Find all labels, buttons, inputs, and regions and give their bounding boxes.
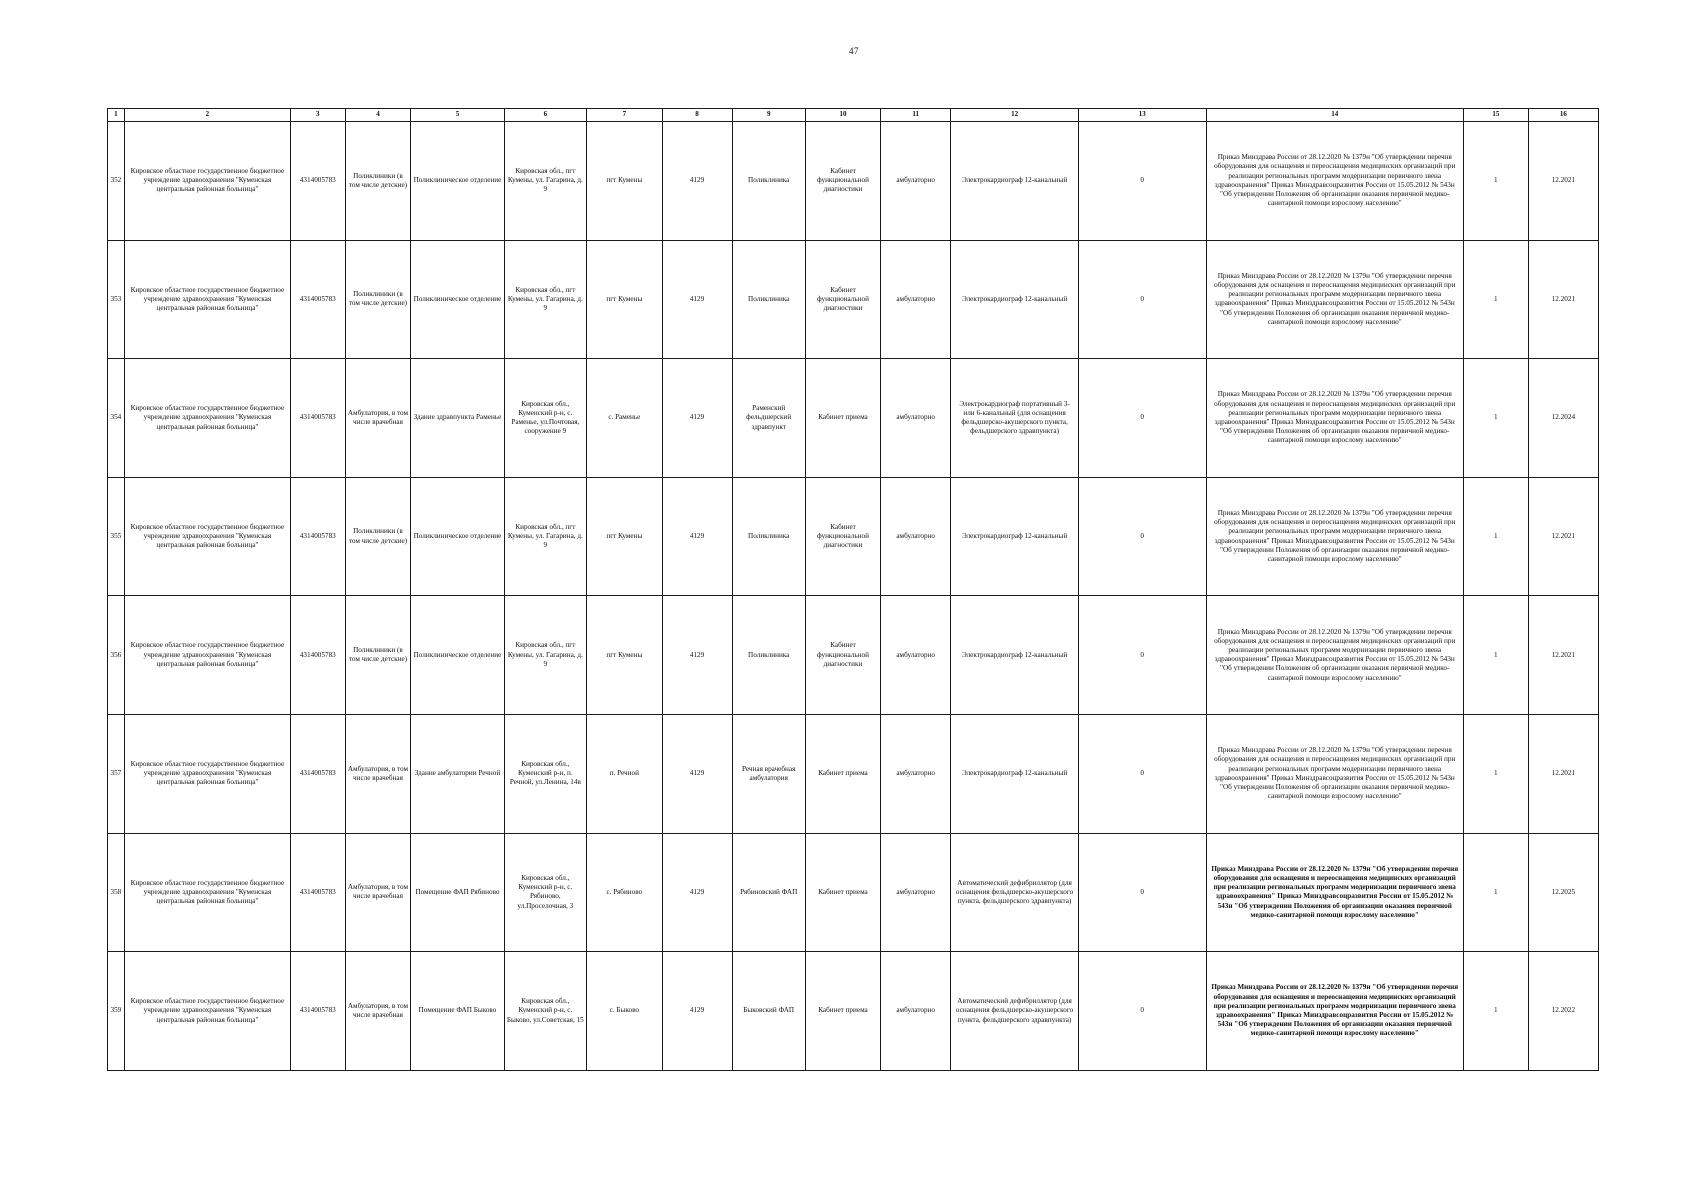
column-number-8: 8 [662, 109, 732, 122]
facility-cell: Раменский фельдшерский здравпункт [732, 359, 805, 478]
column-number-4: 4 [345, 109, 411, 122]
column-number-14: 14 [1206, 109, 1463, 122]
quantity-required-cell: 1 [1463, 359, 1528, 478]
address-cell: Кировская обл., пгт Кумены, ул. Гагарина, д. 9 [504, 596, 587, 715]
room-cell: Кабинет приема [805, 714, 880, 833]
legal-basis-cell: Приказ Минздрава России от 28.12.2020 № 1379н "Об утверждении перечня оборудования для оснащения и переоснащения медицинских организаций при реализации региональных программ модернизации первичного звена здравоохранения" Приказ Минздравсоцразвития России от 15.05.2012 № 543н "Об утверждении Положения об организации оказания первичной медико-санитарной помощи взрослому населению" [1206, 240, 1463, 359]
room-cell: Кабинет функциональной диагностики [805, 240, 880, 359]
care-mode-cell: амбулаторно [881, 714, 951, 833]
quantity-required-cell: 1 [1463, 477, 1528, 596]
unit-cell: Помещение ФАП Рябиново [411, 833, 504, 952]
table-row [108, 122, 1599, 241]
room-cell: Кабинет приема [805, 833, 880, 952]
delivery-date-cell: 12.2022 [1528, 952, 1598, 1071]
quantity-required-cell: 1 [1463, 122, 1528, 241]
facility-type-cell: Поликлиники (в том числе детские) [345, 596, 411, 715]
table-row [108, 477, 1599, 596]
quantity-required-cell: 1 [1463, 714, 1528, 833]
facility-type-cell: Амбулатория, в том числе врачебная [345, 714, 411, 833]
facility-cell: Поликлиника [732, 596, 805, 715]
care-mode-cell: амбулаторно [881, 833, 951, 952]
care-mode-cell: амбулаторно [881, 596, 951, 715]
table-body [108, 122, 1599, 1071]
column-number-15: 15 [1463, 109, 1528, 122]
equipment-cell: Электрокардиограф портативный 3- или 6-канальный (для оснащения фельдшерско-акушерского пункта, фельдшерского здравпункта) [951, 359, 1079, 478]
address-cell: Кировская обл., Куменский р-н, с. Рябиново, ул.Проселочная, 3 [504, 833, 587, 952]
legal-basis-cell: Приказ Минздрава России от 28.12.2020 № 1379н "Об утверждении перечня оборудования для оснащения и переоснащения медицинских организаций при реализации региональных программ модернизации первичного звена здравоохранения" Приказ Минздравсоцразвития России от 15.05.2012 № 543н "Об утверждении Положения об организации оказания первичной медико-санитарной помощи взрослому населению" [1206, 122, 1463, 241]
table-row [108, 714, 1599, 833]
table-row [108, 952, 1599, 1071]
locality-cell: пгт Кумены [587, 240, 662, 359]
table-row [108, 240, 1599, 359]
table-row [108, 359, 1599, 478]
row-number-cell: 357 [108, 714, 125, 833]
address-cell: Кировская обл., пгт Кумены, ул. Гагарина, д. 9 [504, 122, 587, 241]
room-cell: Кабинет функциональной диагностики [805, 596, 880, 715]
code-cell: 4129 [662, 833, 732, 952]
legal-basis-cell: Приказ Минздрава России от 28.12.2020 № 1379н "Об утверждении перечня оборудования для оснащения и переоснащения медицинских организаций при реализации региональных программ модернизации первичного звена здравоохранения" Приказ Минздравсоцразвития России от 15.05.2012 № 543н "Об утверждении Положения об организации оказания первичной медико-санитарной помощи взрослому населению" [1206, 952, 1463, 1071]
equipment-cell: Электрокардиограф 12-канальный [951, 714, 1079, 833]
row-number-cell: 355 [108, 477, 125, 596]
facility-type-cell: Поликлиники (в том числе детские) [345, 477, 411, 596]
facility-type-cell: Амбулатория, в том числе врачебная [345, 359, 411, 478]
facility-type-cell: Амбулатория, в том числе врачебная [345, 952, 411, 1071]
column-number-1: 1 [108, 109, 125, 122]
inn-cell: 4314005783 [291, 952, 345, 1071]
unit-cell: Помещение ФАП Быково [411, 952, 504, 1071]
quantity-available-cell: 0 [1078, 359, 1206, 478]
organization-cell: Кировское областное государственное бюджетное учреждение здравоохранения "Куменская центральная районная больница" [124, 952, 290, 1071]
table-row [108, 833, 1599, 952]
column-number-12: 12 [951, 109, 1079, 122]
column-number-2: 2 [124, 109, 290, 122]
inn-cell: 4314005783 [291, 477, 345, 596]
legal-basis-cell: Приказ Минздрава России от 28.12.2020 № 1379н "Об утверждении перечня оборудования для оснащения и переоснащения медицинских организаций при реализации региональных программ модернизации первичного звена здравоохранения" Приказ Минздравсоцразвития России от 15.05.2012 № 543н "Об утверждении Положения об организации оказания первичной медико-санитарной помощи взрослому населению" [1206, 477, 1463, 596]
unit-cell: Здание здравпункта Раменье [411, 359, 504, 478]
facility-type-cell: Поликлиники (в том числе детские) [345, 240, 411, 359]
column-number-5: 5 [411, 109, 504, 122]
column-number-9: 9 [732, 109, 805, 122]
delivery-date-cell: 12.2021 [1528, 240, 1598, 359]
locality-cell: пгт Кумены [587, 477, 662, 596]
quantity-available-cell: 0 [1078, 833, 1206, 952]
organization-cell: Кировское областное государственное бюджетное учреждение здравоохранения "Куменская центральная районная больница" [124, 596, 290, 715]
equipment-cell: Автоматический дефибриллятор (для оснащения фельдшерско-акушерского пункта, фельдшерского здравпункта) [951, 833, 1079, 952]
locality-cell: пгт Кумены [587, 596, 662, 715]
column-number-6: 6 [504, 109, 587, 122]
equipment-cell: Электрокардиограф 12-канальный [951, 596, 1079, 715]
address-cell: Кировская обл., Куменский р-н, с. Раменье, ул.Почтовая, сооружение 9 [504, 359, 587, 478]
facility-type-cell: Поликлиники (в том числе детские) [345, 122, 411, 241]
facility-cell: Поликлиника [732, 240, 805, 359]
code-cell: 4129 [662, 714, 732, 833]
row-number-cell: 352 [108, 122, 125, 241]
facility-cell: Поликлиника [732, 122, 805, 241]
quantity-required-cell: 1 [1463, 833, 1528, 952]
legal-basis-cell: Приказ Минздрава России от 28.12.2020 № 1379н "Об утверждении перечня оборудования для оснащения и переоснащения медицинских организаций при реализации региональных программ модернизации первичного звена здравоохранения" Приказ Минздравсоцразвития России от 15.05.2012 № 543н "Об утверждении Положения об организации оказания первичной медико-санитарной помощи взрослому населению" [1206, 714, 1463, 833]
code-cell: 4129 [662, 359, 732, 478]
organization-cell: Кировское областное государственное бюджетное учреждение здравоохранения "Куменская центральная районная больница" [124, 359, 290, 478]
legal-basis-cell: Приказ Минздрава России от 28.12.2020 № 1379н "Об утверждении перечня оборудования для оснащения и переоснащения медицинских организаций при реализации региональных программ модернизации первичного звена здравоохранения" Приказ Минздравсоцразвития России от 15.05.2012 № 543н "Об утверждении Положения об организации оказания первичной медико-санитарной помощи взрослому населению" [1206, 833, 1463, 952]
room-cell: Кабинет функциональной диагностики [805, 122, 880, 241]
organization-cell: Кировское областное государственное бюджетное учреждение здравоохранения "Куменская центральная районная больница" [124, 240, 290, 359]
quantity-available-cell: 0 [1078, 714, 1206, 833]
legal-basis-cell: Приказ Минздрава России от 28.12.2020 № 1379н "Об утверждении перечня оборудования для оснащения и переоснащения медицинских организаций при реализации региональных программ модернизации первичного звена здравоохранения" Приказ Минздравсоцразвития России от 15.05.2012 № 543н "Об утверждении Положения об организации оказания первичной медико-санитарной помощи взрослому населению" [1206, 359, 1463, 478]
facility-cell: Поликлиника [732, 477, 805, 596]
care-mode-cell: амбулаторно [881, 477, 951, 596]
code-cell: 4129 [662, 596, 732, 715]
column-number-7: 7 [587, 109, 662, 122]
equipment-cell: Электрокардиограф 12-канальный [951, 240, 1079, 359]
code-cell: 4129 [662, 952, 732, 1071]
row-number-cell: 353 [108, 240, 125, 359]
delivery-date-cell: 12.2025 [1528, 833, 1598, 952]
address-cell: Кировская обл., пгт Кумены, ул. Гагарина, д. 9 [504, 240, 587, 359]
address-cell: Кировская обл., пгт Кумены, ул. Гагарина, д. 9 [504, 477, 587, 596]
facility-type-cell: Амбулатория, в том числе врачебная [345, 833, 411, 952]
locality-cell: п. Речной [587, 714, 662, 833]
equipment-cell: Электрокардиограф 12-канальный [951, 122, 1079, 241]
delivery-date-cell: 12.2021 [1528, 122, 1598, 241]
quantity-available-cell: 0 [1078, 122, 1206, 241]
organization-cell: Кировское областное государственное бюджетное учреждение здравоохранения "Куменская центральная районная больница" [124, 714, 290, 833]
delivery-date-cell: 12.2021 [1528, 477, 1598, 596]
column-number-3: 3 [291, 109, 345, 122]
equipment-cell: Электрокардиограф 12-канальный [951, 477, 1079, 596]
delivery-date-cell: 12.2024 [1528, 359, 1598, 478]
locality-cell: с. Раменье [587, 359, 662, 478]
quantity-required-cell: 1 [1463, 596, 1528, 715]
inn-cell: 4314005783 [291, 359, 345, 478]
column-number-10: 10 [805, 109, 880, 122]
organization-cell: Кировское областное государственное бюджетное учреждение здравоохранения "Куменская центральная районная больница" [124, 833, 290, 952]
quantity-required-cell: 1 [1463, 952, 1528, 1071]
inn-cell: 4314005783 [291, 714, 345, 833]
locality-cell: с. Быково [587, 952, 662, 1071]
legal-basis-cell: Приказ Минздрава России от 28.12.2020 № 1379н "Об утверждении перечня оборудования для оснащения и переоснащения медицинских организаций при реализации региональных программ модернизации первичного звена здравоохранения" Приказ Минздравсоцразвития России от 15.05.2012 № 543н "Об утверждении Положения об организации оказания первичной медико-санитарной помощи взрослому населению" [1206, 596, 1463, 715]
quantity-available-cell: 0 [1078, 240, 1206, 359]
row-number-cell: 356 [108, 596, 125, 715]
page-number: 47 [849, 46, 859, 56]
column-number-11: 11 [881, 109, 951, 122]
care-mode-cell: амбулаторно [881, 240, 951, 359]
unit-cell: Поликлиническое отделение [411, 240, 504, 359]
quantity-required-cell: 1 [1463, 240, 1528, 359]
equipment-registry-table [107, 108, 1599, 1071]
facility-cell: Речная врачебная амбулатория [732, 714, 805, 833]
row-number-cell: 354 [108, 359, 125, 478]
organization-cell: Кировское областное государственное бюджетное учреждение здравоохранения "Куменская центральная районная больница" [124, 477, 290, 596]
quantity-available-cell: 0 [1078, 596, 1206, 715]
care-mode-cell: амбулаторно [881, 952, 951, 1071]
locality-cell: пгт Кумены [587, 122, 662, 241]
quantity-available-cell: 0 [1078, 952, 1206, 1071]
delivery-date-cell: 12.2021 [1528, 596, 1598, 715]
facility-cell: Быковский ФАП [732, 952, 805, 1071]
inn-cell: 4314005783 [291, 240, 345, 359]
unit-cell: Поликлиническое отделение [411, 477, 504, 596]
unit-cell: Поликлиническое отделение [411, 596, 504, 715]
quantity-available-cell: 0 [1078, 477, 1206, 596]
column-number-13: 13 [1078, 109, 1206, 122]
row-number-cell: 359 [108, 952, 125, 1071]
care-mode-cell: амбулаторно [881, 122, 951, 241]
organization-cell: Кировское областное государственное бюджетное учреждение здравоохранения "Куменская центральная районная больница" [124, 122, 290, 241]
care-mode-cell: амбулаторно [881, 359, 951, 478]
code-cell: 4129 [662, 477, 732, 596]
row-number-cell: 358 [108, 833, 125, 952]
address-cell: Кировская обл., Куменский р-н, с. Быково, ул.Советская, 15 [504, 952, 587, 1071]
code-cell: 4129 [662, 122, 732, 241]
locality-cell: с. Рябиново [587, 833, 662, 952]
unit-cell: Поликлиническое отделение [411, 122, 504, 241]
room-cell: Кабинет функциональной диагностики [805, 477, 880, 596]
delivery-date-cell: 12.2021 [1528, 714, 1598, 833]
equipment-cell: Автоматический дефибриллятор (для оснащения фельдшерско-акушерского пункта, фельдшерского здравпункта) [951, 952, 1079, 1071]
column-number-16: 16 [1528, 109, 1598, 122]
room-cell: Кабинет приема [805, 359, 880, 478]
code-cell: 4129 [662, 240, 732, 359]
table-row [108, 596, 1599, 715]
inn-cell: 4314005783 [291, 596, 345, 715]
inn-cell: 4314005783 [291, 122, 345, 241]
column-number-row [108, 109, 1599, 122]
unit-cell: Здание амбулатории Речной [411, 714, 504, 833]
address-cell: Кировская обл., Куменский р-н, п. Речной, ул.Ленина, 14в [504, 714, 587, 833]
room-cell: Кабинет приема [805, 952, 880, 1071]
inn-cell: 4314005783 [291, 833, 345, 952]
facility-cell: Рябиновский ФАП [732, 833, 805, 952]
